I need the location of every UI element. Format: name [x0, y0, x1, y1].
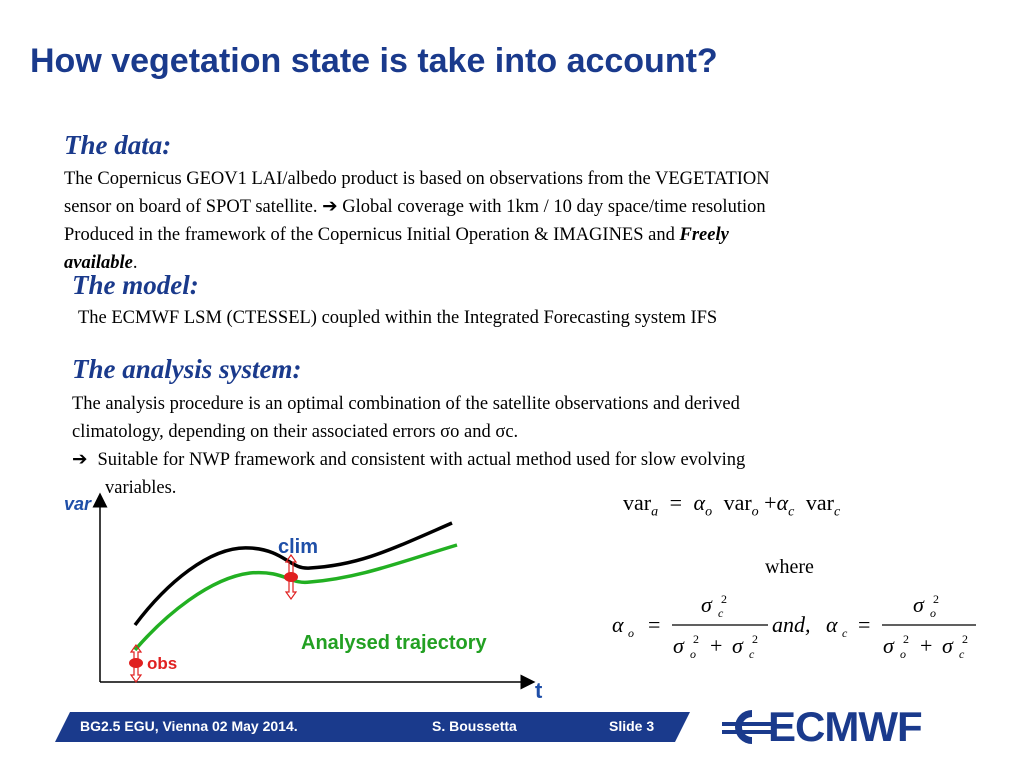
- den-two: 2: [903, 632, 909, 646]
- eq-sub-a: a: [651, 504, 659, 520]
- eq-equals: =: [669, 490, 683, 515]
- footer-slide-number: Slide 3: [609, 718, 655, 734]
- den-sigma-o: σ: [673, 633, 684, 658]
- num-two: 2: [721, 592, 727, 606]
- analysed-label: Analysed trajectory: [301, 632, 487, 654]
- arrow-icon: ➔: [322, 196, 338, 217]
- data-line-2a: sensor on board of SPOT satellite.: [64, 197, 323, 217]
- eq-var: var: [623, 490, 652, 515]
- den-sigma-c: σ: [942, 633, 953, 658]
- ecmwf-logo-icon: [722, 710, 772, 744]
- eq-var: var: [805, 490, 834, 515]
- den-sub-c: c: [749, 647, 755, 661]
- eq-sub-c: c: [833, 504, 841, 520]
- analysis-heading: The analysis system:: [72, 354, 302, 384]
- data-heading: The data:: [64, 130, 172, 160]
- sub-o: o: [628, 626, 634, 640]
- den-sigma-o: σ: [883, 633, 894, 658]
- den-plus: +: [920, 633, 933, 658]
- where-text: where: [765, 556, 814, 578]
- eq-sub-c: c: [788, 504, 795, 520]
- model-heading: The model:: [72, 270, 199, 300]
- analysis-line-4: variables.: [105, 478, 177, 498]
- den-sub-c: c: [959, 647, 965, 661]
- den-plus: +: [710, 633, 723, 658]
- arrow-icon: ➔: [72, 449, 88, 470]
- den-sigma-c: σ: [732, 633, 743, 658]
- den-two: 2: [962, 632, 968, 646]
- equals-1: =: [648, 612, 661, 637]
- num-sub-o: o: [930, 606, 936, 620]
- analysis-line-2: climatology, depending on their associated errors σo and σc.: [72, 422, 519, 442]
- data-period: .: [132, 253, 138, 273]
- eq-sub-o: o: [751, 504, 759, 520]
- ecmwf-logo-text: ECMWF: [768, 703, 922, 750]
- analysis-line-3-text: Suitable for NWP framework and consistent with actual method used for slow evolving: [97, 450, 746, 470]
- clim-label: clim: [278, 536, 319, 558]
- eq-sub-o: o: [705, 504, 713, 520]
- den-two: 2: [752, 632, 758, 646]
- and-text: and,: [772, 612, 811, 637]
- den-two: 2: [693, 632, 699, 646]
- sub-c: c: [842, 626, 848, 640]
- eq-plus: +: [764, 490, 777, 515]
- equals-2: =: [858, 612, 871, 637]
- slide-title: How vegetation state is take into account?: [30, 42, 718, 80]
- data-freely: Freely: [679, 225, 729, 245]
- eq-var: var: [723, 490, 752, 515]
- num-two: 2: [933, 592, 939, 606]
- obs-label: obs: [147, 654, 178, 673]
- x-axis-label: t: [535, 678, 543, 703]
- num-sigma-c: σ: [701, 592, 712, 617]
- analysis-line-1: The analysis procedure is an optimal combination of the satellite observations and derived: [72, 394, 740, 414]
- y-axis-label: var: [64, 494, 92, 514]
- data-line-3a: Produced in the framework of the Copernicus Initial Operation & IMAGINES and: [64, 225, 680, 245]
- num-sub-c: c: [718, 606, 724, 620]
- footer-author: S. Boussetta: [432, 718, 517, 734]
- alpha-o: α: [612, 612, 624, 637]
- num-sigma-o: σ: [913, 592, 924, 617]
- data-line-2b: Global coverage with 1km / 10 day space/time resolution: [337, 197, 766, 217]
- data-line-1: The Copernicus GEOV1 LAI/albedo product is based on observations from the VEGETATION: [64, 169, 770, 189]
- eq-alpha: α: [776, 490, 789, 515]
- data-available: available: [64, 253, 133, 273]
- alpha-c: α: [826, 612, 838, 637]
- model-text: The ECMWF LSM (CTESSEL) coupled within the Integrated Forecasting system IFS: [78, 308, 718, 328]
- den-sub-o: o: [690, 647, 696, 661]
- den-sub-o: o: [900, 647, 906, 661]
- eq-alpha: α: [693, 490, 706, 515]
- footer-session: BG2.5 EGU, Vienna 02 May 2014.: [80, 718, 298, 734]
